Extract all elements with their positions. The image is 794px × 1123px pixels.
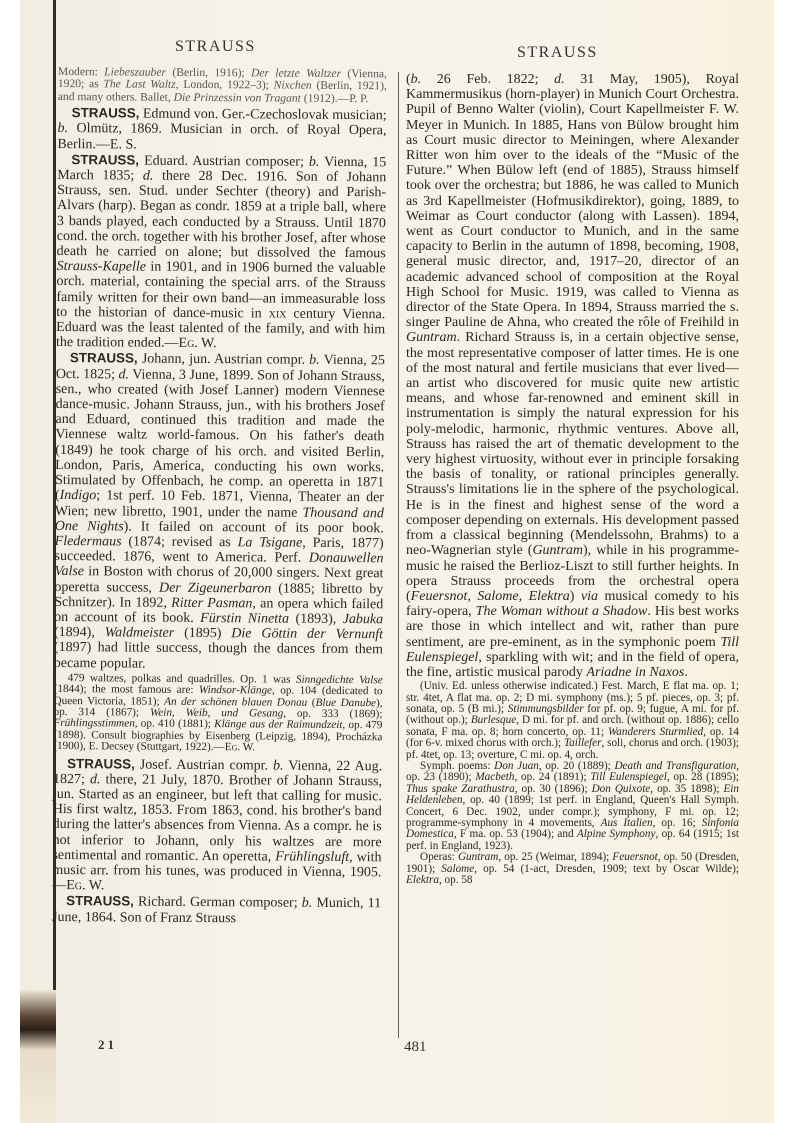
headword: STRAUSS,	[66, 893, 134, 909]
headword: STRAUSS,	[69, 350, 138, 367]
running-head-left: STRAUSS	[175, 38, 256, 55]
left-column	[52, 66, 387, 927]
headword: STRAUSS,	[67, 755, 135, 772]
entry-josef: STRAUSS, Josef. Austrian compr. b. Vienna, 22 Aug. 1827; d. there, 21 July, 1870. Brother of Johann Strauss, jun. Started as an engineer, but left that calling for music. His first waltz, 1853. From 1863, cond. his brother's band during the latter's absences from Vienna. As a compr. he is not inferior to Johann, only his waltzes are more sentimental and romantic. An operetta, Frühlingsluft, with music arr. from his tunes, was produced in Vienna, 1905.—Eg. W.	[52, 755, 383, 894]
page-number: 481	[404, 1039, 427, 1055]
entry-eduard: STRAUSS, Eduard. Austrian composer; b. Vienna, 15 March 1835; d. there 28 Dec. 1916. Son of Johann Strauss, sen. Stud. under Sechter (theory) and Parish-Alvars (harp). Began as condr. 1859 at a triple ball, where 3 bands played, each conducted by a Strauss. Until 1870 cond. the orch. together with his brother Josef, after whose death he carried on alone; but dissolved the famous Strauss-Kapelle in 1901, and in 1906 burned the valuable orch. material, containing the special arrs. of the Strauss family written for their own band—an immeasurable loss to the historian of dance-music in xix century Vienna. Eduard was the least talented of the family, and with him the tradition ended.—Eg. W.	[56, 151, 387, 352]
binding-shadow	[20, 990, 56, 1123]
headword: STRAUSS,	[71, 151, 140, 168]
symphonic-poems-list: Symph. poems: Don Juan, op. 20 (1889); Death and Transfiguration, op. 23 (1890); Macbeth, op. 24 (1891); Till Eulenspiegel, op. 28 (1895); Thus spake Zarathustra, op. 30 (1896); Don Quixote, op. 35 1898); Ein Heldenleben, op. 40 (1899; 1st perf. in England, Queen's Hall Symph. Concert, 6 Dec. 1902, under compr.); symphony, F mi. op. 12; programme-symphony in 4 movements, Aus Italien, op. 16; Sinfonia Domestica, F ma. op. 53 (1904); and Alpine Symphony, op. 64 (1915; 1st perf. in England, 1923).	[406, 759, 740, 852]
works-list-johann: 479 waltzes, polkas and quadrilles. Op. 1 was Sinngedichte Valse (1844); the most famous are: Windsor-Klänge, op. 104 (dedicated to Queen Victoria, 1851); An der schönen blauen Donau (Blue Danube), op. 314 (1867); Wein, Weib, und Gesang, op. 333 (1869); Frühlingsstimmen, op. 410 (1881); Klänge aus der Raimundzeit, op. 479 (1898). Consult biographies by Eisenberg (Leipzig, 1894), Procházka (1900), E. Decsey (Stuttgart, 1922).—Eg. W.	[53, 671, 383, 754]
works-list-richard: (Univ. Ed. unless otherwise indicated.) Fest. March, E flat ma. op. 1; str. 4tet, A flat ma. op. 2; D mi. symphony (ms.); 5 pf. pieces, op. 3; pf. sonata, op. 5 (B mi.); Stimmungsbilder for pf. op. 9; fugue, A mi. for pf. (without op.); Burlesque, D mi. for pf. and orch. (without op. 1886); cello sonata, F ma. op. 8; horn concerto, op. 11; Wanderers Sturmlied, op. 14 (for 6-v. mixed chorus with orch.); Taillefer, soli, chorus and orch. (1903); pf. 4tet, op. 13; overture, C mi. op. 4, orch.	[406, 680, 739, 761]
entry-johann-jun: STRAUSS, Johann, jun. Austrian compr. b. Vienna, 25 Oct. 1825; d. Vienna, 3 June, 1899. Son of Johann Strauss, sen., who created (with Josef Lanner) modern Viennese dance-music. Johann Strauss, jun., with his brothers Josef and Eduard, continued this tradition and made the Viennese waltz world-famous. On his father's death (1849) he took charge of his orch. and visited Berlin, London, Paris, America, conducting his own works. Stimulated by Offenbach, he comp. an operetta in 1871 (Indigo; 1st perf. 10 Feb. 1871, Vienna, Theater an der Wien; new libretto, 1901, under the name Thousand and One Nights). It failed on account of its poor book. Fledermaus (1874; revised as La Tsigane, Paris, 1877) succeeded. 1876, went to America. Perf. Donauwellen Valse in Boston with chorus of 20,000 singers. Next great operetta success, Der Zigeunerbaron (1885; libretto by Schnitzer). In 1892, Ritter Pasman, an opera which failed on account of its book. Fürstin Ninetta (1893), Jabuka (1894), Waldmeister (1895) Die Göttin der Vernunft (1897) had little success, though the dances from them became popular.	[53, 350, 385, 672]
signature-mark: 21	[98, 1037, 117, 1052]
headword: STRAUSS,	[71, 105, 140, 121]
operas-list: Operas: Guntram, op. 25 (Weimar, 1894); Feuersnot, op. 50 (Dresden, 1901); Salome, op. 54 (1-act, Dresden, 1909; text by Oscar Wilde); Elektra, op. 58	[406, 851, 739, 887]
running-head-right: STRAUSS	[517, 44, 598, 61]
entry-edmund: STRAUSS, Edmund von. Ger.-Czechoslovak musician; b. Olmütz, 1869. Musician in orch. of Royal Opera, Berlin.—E. S.	[57, 105, 387, 153]
entry-richard-continued: (b. 26 Feb. 1822; d. 31 May, 1905), Royal Kammermusikus (horn-player) in Munich Court Orchestra. Pupil of Benno Walter (violin), Court Kapellmeister F. W. Meyer in Munich. In 1885, Hans von Bülow brought him as Court music director to Meiningen, where Alexander Ritter won him over to the ideals of the “Music of the Future.” When Bülow left (end of 1885), Strauss himself took over the orchestra; but 1886, he was called to Munich as 3rd Kapellmeister (Hofmusikdirektor), going, 1889, to Weimar as Court conductor (along with Lassen). 1894, went as Court conductor to Munich, and in the same capacity to Berlin in the autumn of 1898, becoming, 1908, general music director, and, 1917–20, director of an academic advanced school of composition at the Royal High School for Music. 1919, was called to Vienna as director of the State Opera. In 1894, Strauss married the s. singer Pauline de Ahna, who created the rôle of Freihild in Guntram. Richard Strauss is, in a certain objective sense, the most representative composer of latter times. He is one of the most natural and fertile musicians that ever lived—an artist who discovered for music quite new artistic means, and whose far-renowned and eminent skill in instrumentation is simply the natural expression for his poly-melodic, harmonic, rhythmic ventures. Above all, Strauss has raised the art of thematic development to the very highest virtuosity, without ever in principle forsaking the basis of tonality, or rational principles generally. Strauss's limitations lie in the sphere of the psychological. He is in the finest and highest sense of the word a composer depending on externals. His development passed from a classical beginning (Mendelssohn, Brahms) to a neo-Wagnerian style (Guntram), while in his programme-music he raised the Berlioz-Liszt to still further heights. In opera Strauss proceeds from the orchestral opera (Feuersnot, Salome, Elektra) via musical comedy to his fairy-opera, The Woman without a Shadow. His best works are those in which intellect and wit, rather than pure sentiment, are pre-eminent, as in the symphonic poem Till Eulenspiegel, sparkling with wit; and in the field of opera, the fine, artistic musical parody Ariadne in Naxos.	[406, 72, 740, 680]
entry-continuation: Modern: Liebeszauber (Berlin, 1916); Der letzte Waltzer (Vienna, 1920; as The Last Waltz, London, 1922–3); Nixchen (Berlin, 1921), and many others. Ballet, Die Prinzessin von Tragant (1912).—P. P.	[57, 65, 388, 105]
right-column	[406, 72, 739, 886]
column-divider	[398, 72, 399, 1038]
entry-richard: STRAUSS, Richard. German composer; b. Munich, 11 June, 1864. Son of Franz Strauss	[52, 893, 382, 926]
